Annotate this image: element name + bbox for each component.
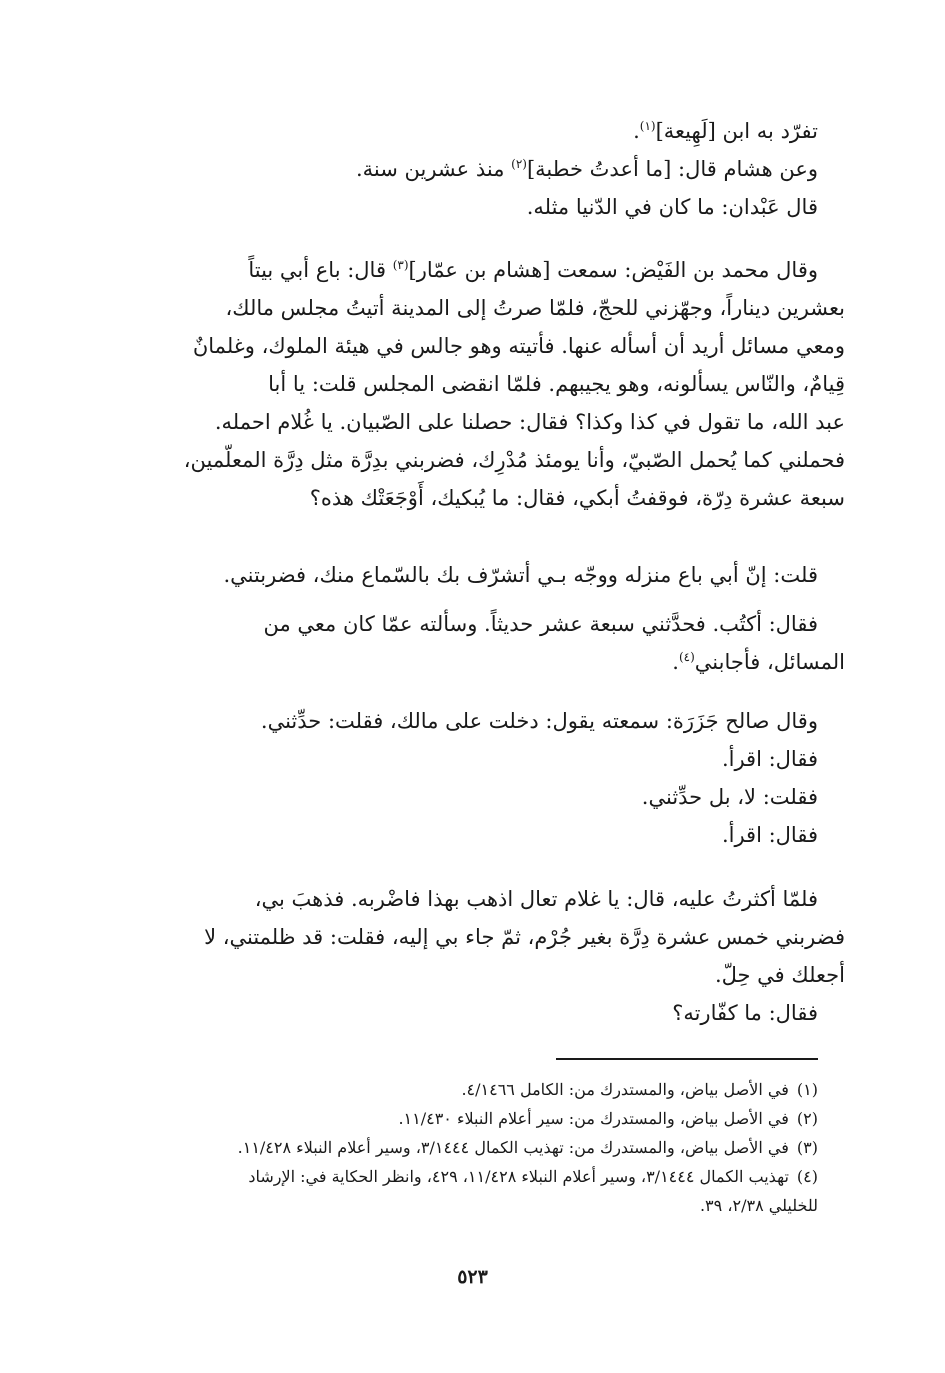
line-tail: . — [672, 650, 679, 674]
line-text: قال عَبْدان: ما كان في الدّنيا مثله. — [526, 195, 818, 219]
opening-lines — [126, 112, 818, 226]
footnote-ref: (٢) — [511, 157, 527, 171]
footnote-item — [126, 1075, 818, 1104]
footnote-item — [126, 1104, 818, 1133]
footnote-text: تهذيب الكمال ٣/١٤٤٤، وسير أعلام النبلاء ١١/٤٢٨، ٤٢٩، وانظر الحكاية في: الإرشاد — [248, 1167, 789, 1186]
text-line — [126, 112, 818, 150]
text-line: بعشرين ديناراً، وجهّزني للحجّ، فلمّا صرتُ إلى المدينة أتيتُ مجلس مالك، — [225, 296, 845, 320]
line-tail: منذ عشرين سنة. — [355, 157, 512, 181]
text-line: فقلت: لا، بل حدِّثني. — [641, 785, 818, 809]
text-line — [125, 643, 845, 681]
text-line: قِيامٌ، والنّاس يسألونه، وهو يجيبهم. فلمّا انقضى المجلس قلت: يا أبا — [268, 372, 845, 396]
text-line: فقال: اقرأ. — [721, 747, 818, 771]
footnote-item — [126, 1133, 818, 1162]
text-line — [126, 150, 818, 188]
dialogue — [126, 702, 818, 854]
footnote-text: في الأصل بياض، والمستدرك من: الكامل ٤/١٤٦٦. — [461, 1080, 789, 1099]
footnote-ref: (٣) — [392, 258, 409, 272]
text-line — [125, 251, 845, 289]
footnote-divider — [556, 1058, 818, 1060]
text-line: فلمّا أكثرتُ عليه، قال: يا غلام تعال اذهب بهذا فاضْربه. فذهبَ بي، — [254, 887, 818, 911]
text-line: فضربني خمس عشرة دِرَّة بغير جُرْم، ثمّ جاء بي إليه، فقلت: قد ظلمتني، لا — [204, 925, 845, 949]
text-line: فقال: اقرأ. — [721, 823, 818, 847]
text-line: فحملني كما يُحمل الصّبيّ، وأنا يومئذ مُدْرِك، فضربني بدِرَّة مثل دِرَّة المعلّمين، — [183, 448, 845, 472]
footnote-number: (٣) — [796, 1138, 818, 1157]
text-line: فقال: أكتُب. فحدَّثني سبعة عشر حديثاً. وسألته عمّا كان معي من — [263, 612, 818, 636]
text-line: قلت: إنّ أبي باع منزله ووجّه بـي أتشرّف بك بالسّماع منك، فضربتني. — [223, 563, 818, 587]
footnote-ref: (١) — [639, 119, 656, 133]
line-text: وعن هشام قال: [ما أعدتُ خطبة] — [526, 157, 818, 181]
text-line: عبد الله، ما تقول في كذا وكذا؟ فقال: حصلنا على الصّبيان. يا غُلام احمله. — [214, 410, 845, 434]
text-line: ومعي مسائل أريد أن أسأله عنها. فأتيته وهو جالس في هيئة الملوك، وغلمانٌ — [192, 334, 845, 358]
line-tail: . — [633, 119, 640, 143]
text-line: وقال صالح جَزَرَة: سمعته يقول: دخلت على مالك، فقلت: حدِّثني. — [260, 709, 818, 733]
line-text: وقال محمد بن الفَيْض: سمعت [هشام بن عمّار] — [408, 258, 818, 282]
text-line: سبعة عشرة دِرّة، فوقفتُ أبكي، فقال: ما يُبكيك، أَوْجَعَتْك هذه؟ — [309, 486, 845, 510]
footnote-ref: (٤) — [678, 650, 695, 664]
footnote-number: (٤) — [796, 1167, 818, 1186]
line-text: تفرّد به ابن [لَهِيعة] — [655, 119, 818, 143]
footnote-text: في الأصل بياض، والمستدرك من: تهذيب الكمال ٣/١٤٤٤، وسير أعلام النبلاء ١١/٤٢٨. — [237, 1138, 789, 1157]
line-text: قال: باع أبي بيتاً — [248, 258, 393, 282]
footnote-text: في الأصل بياض، والمستدرك من: سير أعلام النبلاء ١١/٤٣٠. — [398, 1109, 789, 1128]
footnotes — [126, 1075, 818, 1220]
paragraph-3 — [125, 605, 845, 681]
text-line: أجعلك في حِلّ. — [714, 963, 845, 987]
footnote-number: (٢) — [796, 1109, 818, 1128]
page-number: ٥٢٣ — [457, 1266, 488, 1288]
paragraph-2 — [125, 556, 845, 594]
footnote-item — [126, 1162, 818, 1191]
text-line: فقال: ما كفّارته؟ — [672, 1001, 818, 1025]
line-text: المسائل، فأجابني — [694, 650, 845, 674]
footnote-continuation: للخليلي ٢/٣٨، ٣٩. — [699, 1196, 818, 1215]
paragraph-1 — [125, 251, 845, 517]
text-line — [126, 188, 818, 226]
paragraph-4 — [125, 880, 845, 1032]
footnote-number: (١) — [796, 1080, 818, 1099]
